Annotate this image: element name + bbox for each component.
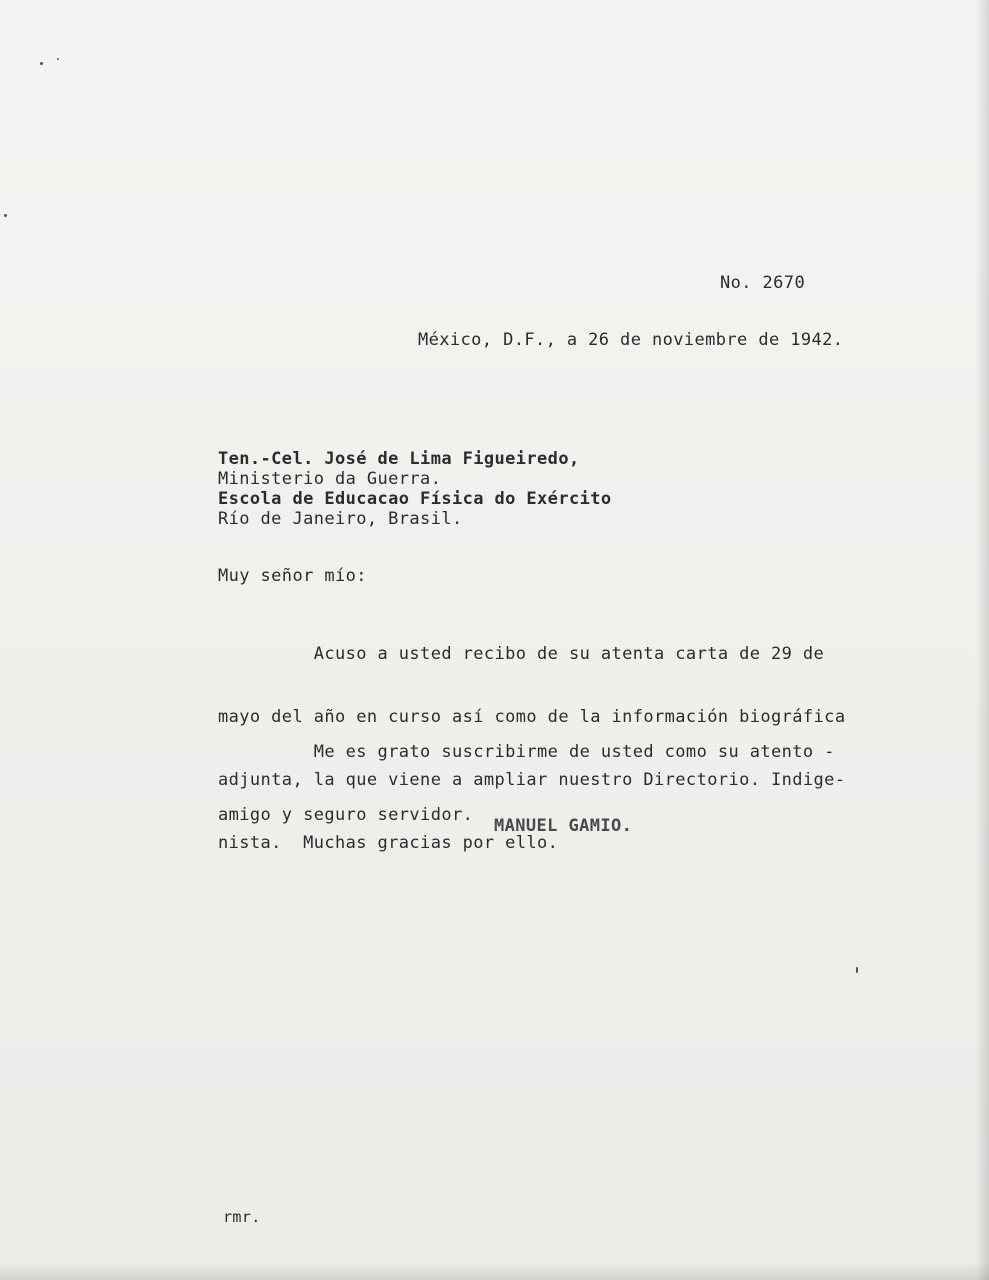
paragraph-line: adjunta, la que viene a ampliar nuestro Directorio. Indige- (218, 770, 846, 790)
scan-speck (40, 62, 43, 65)
recipient-line: Río de Janeiro, Brasil. (218, 509, 463, 529)
scan-speck (856, 967, 858, 973)
paragraph-line: nista. Muchas gracias por ello. (218, 833, 559, 853)
recipient-line: Ten.-Cel. José de Lima Figueiredo, (218, 449, 580, 469)
paragraph-line: Me es grato suscribirme de usted como su atento - (218, 742, 835, 762)
letter-number: No. 2670 (720, 273, 806, 293)
scan-edge-bottom (0, 1262, 989, 1280)
paragraph-line: Acuso a usted recibo de su atenta carta de 29 de (218, 644, 825, 664)
recipient-line: Ministerio da Guerra. (218, 469, 442, 489)
salutation: Muy señor mío: (218, 566, 367, 586)
signature: MANUEL GAMIO. (494, 816, 633, 836)
scan-speck (57, 58, 59, 60)
scan-edge-right (975, 0, 989, 1280)
place-date: México, D.F., a 26 de noviembre de 1942. (418, 330, 844, 350)
scan-speck (4, 214, 7, 217)
paragraph-line: amigo y seguro servidor. (218, 805, 474, 825)
typist-initials: rmr. (223, 1208, 261, 1226)
paragraph-line: mayo del año en curso así como de la información biográfica (218, 707, 846, 727)
recipient-line: Escola de Educacao Física do Exército (218, 489, 612, 509)
body-paragraph-2 (218, 700, 835, 868)
